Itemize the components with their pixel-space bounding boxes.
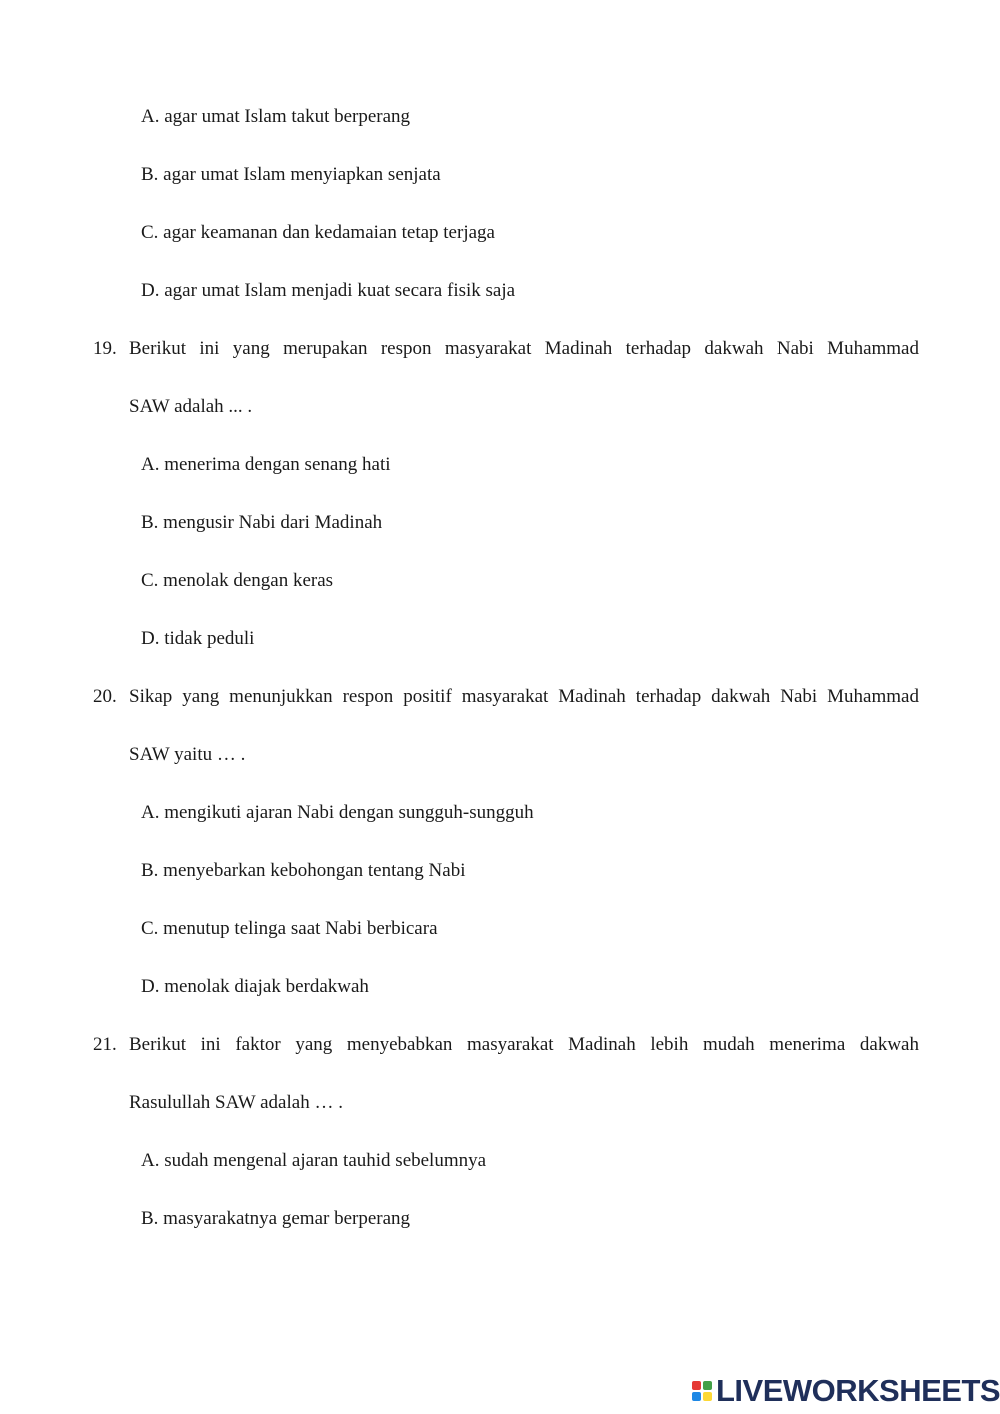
liveworksheets-logo-icon	[692, 1381, 712, 1401]
q20-text-line1: Sikap yang menunjukkan respon positif masyarakat Madinah terhadap dakwah Nabi Muhammad	[129, 686, 919, 707]
q19-option-a[interactable]: A. menerima dengan senang hati	[141, 454, 391, 475]
q20-option-a[interactable]: A. mengikuti ajaran Nabi dengan sungguh-sungguh	[141, 802, 534, 823]
q21-option-a[interactable]: A. sudah mengenal ajaran tauhid sebelumnya	[141, 1150, 487, 1171]
q21-text-line2: Rasulullah SAW adalah … .	[129, 1092, 343, 1113]
q19-option-d[interactable]: D. tidak peduli	[141, 628, 255, 649]
q20-option-d[interactable]: D. menolak diajak berdakwah	[141, 976, 369, 997]
logo-square-red	[692, 1381, 701, 1390]
q18-option-c[interactable]: C. agar keamanan dan kedamaian tetap terjaga	[141, 222, 495, 243]
logo-square-blue	[692, 1392, 701, 1401]
q20-number: 20.	[93, 686, 117, 707]
q19-option-b[interactable]: B. mengusir Nabi dari Madinah	[141, 512, 383, 533]
logo-square-yellow	[703, 1392, 712, 1401]
q19-text-line1: Berikut ini yang merupakan respon masyarakat Madinah terhadap dakwah Nabi Muhammad	[129, 338, 919, 359]
q20-option-b[interactable]: B. menyebarkan kebohongan tentang Nabi	[141, 860, 466, 881]
q21-text-line1: Berikut ini faktor yang menyebabkan masyarakat Madinah lebih mudah menerima dakwah	[129, 1034, 919, 1055]
q20-text-line2: SAW yaitu … .	[129, 744, 246, 765]
q18-option-d[interactable]: D. agar umat Islam menjadi kuat secara fisik saja	[141, 280, 516, 301]
q19-option-c[interactable]: C. menolak dengan keras	[141, 570, 334, 591]
q18-option-a[interactable]: A. agar umat Islam takut berperang	[141, 106, 411, 127]
q18-option-b[interactable]: B. agar umat Islam menyiapkan senjata	[141, 164, 441, 185]
logo-text: LIVEWORKSHEETS	[716, 1373, 1000, 1408]
q19-text-line2: SAW adalah ... .	[129, 396, 253, 417]
q21-option-b[interactable]: B. masyarakatnya gemar berperang	[141, 1208, 411, 1229]
q21-number: 21.	[93, 1034, 117, 1055]
q20-option-c[interactable]: C. menutup telinga saat Nabi berbicara	[141, 918, 438, 939]
q19-number: 19.	[93, 338, 117, 359]
liveworksheets-logo[interactable]	[692, 1375, 1000, 1407]
logo-square-green	[703, 1381, 712, 1390]
